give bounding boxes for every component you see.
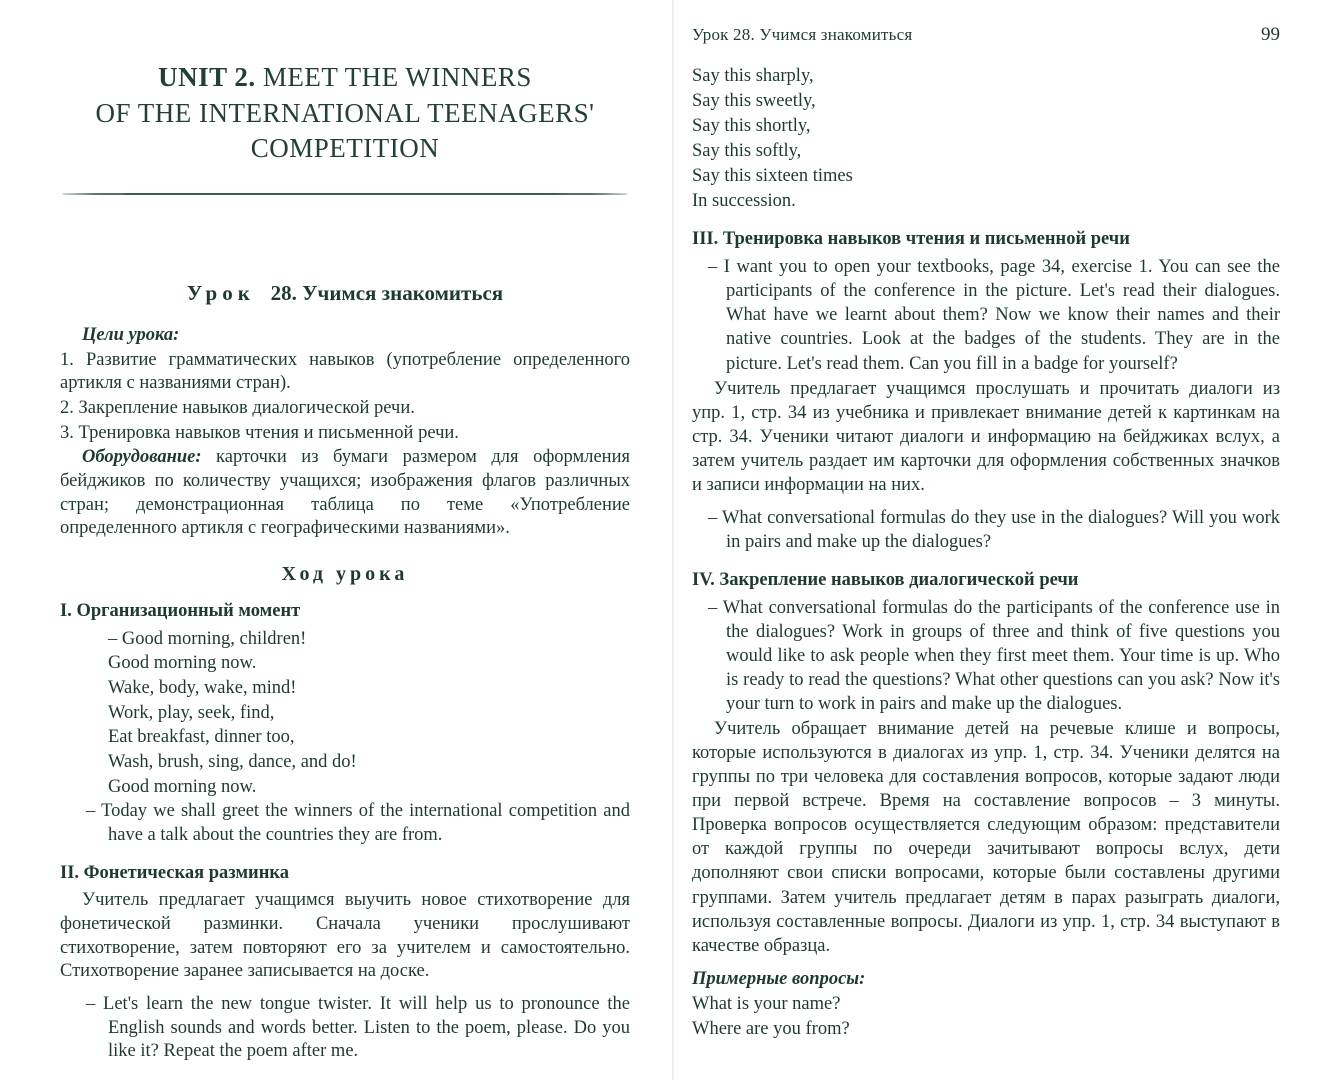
unit-heading-line-2: OF THE INTERNATIONAL TEENAGERS': [95, 97, 595, 128]
running-head: [692, 24, 1280, 46]
goal-item-2: 2. Закрепление навыков диалогической речи.: [60, 397, 415, 418]
sample-question-1: What is your name?: [692, 993, 841, 1014]
course-heading: Ход урока: [281, 562, 409, 585]
section-3-dash-paragraph-2: – What conversational formulas do they use in the dialogues? Will you work in pairs and make up the dialogues?: [708, 507, 1280, 552]
poem-2-line-4: Say this softly,: [692, 141, 802, 162]
poem-1-line-6: Wash, brush, sing, dance, and do!: [108, 751, 357, 772]
lesson-title-word: Урок: [186, 280, 255, 305]
section-heading-1: I. Организационный момент: [60, 600, 301, 621]
poem-2-line-6: In succession.: [692, 191, 796, 212]
section-3-dash-paragraph: – I want you to open your textbooks, page 34, exercise 1. You can see the participants of the conference in the picture. Let's read their dialogues. What have we learnt about them? Now we know their names and their native countries. Look at the badges of the students. They are in the picture. Let's read them. Can you fill in a badge for yourself?: [708, 257, 1280, 374]
unit-heading-line-1-rest: MEET THE WINNERS: [255, 62, 532, 92]
poem-1-line-7: Good morning now.: [108, 776, 257, 797]
goals-label: Цели урока:: [82, 324, 180, 345]
poem-1-line-4: Work, play, seek, find,: [108, 702, 275, 723]
unit-heading-line-1: [60, 60, 630, 96]
right-body: [692, 227, 1280, 1041]
unit-heading-rule: [60, 189, 630, 203]
section-3-russian-paragraph: Учитель предлагает учащимся прослушать и прочитать диалоги из упр. 1, стр. 34 из учебника и привлекает внимание детей к картинкам на стр. 34. Ученики читают диалоги и информацию на бейджиках вслух, а затем учитель раздает им карточки для оформления собственных значков и записи информации на них.: [692, 378, 1280, 495]
lesson-title-rest: 28. Учимся знакомиться: [270, 280, 504, 305]
poem-2: [692, 64, 1280, 213]
goal-item-3: 3. Тренировка навыков чтения и письменной речи.: [60, 422, 459, 443]
section-2-dash-paragraph: – Let's learn the new tongue twister. It will help us to pronounce the English sounds and words better. Listen to the poem, please. Do you like it? Repeat the poem after me.: [86, 994, 630, 1062]
poem-1-line-5: Eat breakfast, dinner too,: [108, 727, 295, 748]
equipment-text: карточки из бумаги размером для оформления бейджиков по количеству учащихся; изображения флагов различных стран; демонстрационная таблица по теме «Употребление определенного артикля с географическими названиями».: [60, 447, 630, 539]
goal-item-1: 1. Развитие грамматических навыков (употребление определенного артикля с названиями стран).: [60, 349, 630, 394]
section-heading-2: II. Фонетическая разминка: [60, 862, 290, 883]
poem-2-line-1: Say this sharply,: [692, 66, 814, 86]
section-2-paragraph: Учитель предлагает учащимся выучить новое стихотворение для фонетической разминки. Сначала ученики прослушивают стихотворение, затем повторяют его за учителем и самостоятельно. Стихотворение заранее записывается на доске.: [60, 890, 630, 982]
unit-heading: [60, 60, 630, 167]
poem-1: [60, 628, 630, 800]
section-4-russian-paragraph: Учитель обращает внимание детей на речевые клише и вопросы, которые используются в диалогах из упр. 1, стр. 34. Ученики делятся на группы по три человека для составления вопросов, которые задают люди при первой встрече. Время на составление вопросов – 3 минуты. Проверка вопросов осуществляется следующим образом: представители от каждой группы по очереди зачитывают вопросы вслух, дети дополняют свои списки вопросами, которые были составлены другими группами. Затем учитель предлагает детям в парах разыграть диалоги, используя составленные вопросы. Диалоги из упр. 1, стр. 34 выступают в качестве образца.: [692, 719, 1280, 956]
sample-questions-label: Примерные вопросы:: [692, 968, 866, 989]
poem-2-line-5: Say this sixteen times: [692, 166, 853, 187]
sample-question-2: Where are you from?: [692, 1018, 850, 1039]
section-4-dash-paragraph: – What conversational formulas do the participants of the conference use in the dialogues? Work in groups of three and think of five questions you would like to ask people when they first meet them. Your time is up. Who is ready to read the questions? What other questions can you ask? Now it's your turn to work in pairs and make up the dialogues.: [708, 597, 1280, 715]
unit-number: UNIT 2.: [158, 62, 256, 92]
equipment-label: Оборудование:: [82, 447, 202, 468]
equipment-paragraph: [60, 446, 630, 541]
after-poem-paragraph: – Today we shall greet the winners of the international competition and have a talk about the countries they are from.: [86, 801, 630, 845]
poem-2-line-3: Say this shortly,: [692, 116, 811, 137]
poem-1-line-2: Good morning now.: [108, 653, 257, 674]
section-heading-3: III. Тренировка навыков чтения и письменной речи: [692, 229, 1130, 250]
unit-heading-line-3: COMPETITION: [250, 133, 440, 164]
running-head-title: Урок 28. Учимся знакомиться: [692, 25, 913, 44]
section-heading-4: IV. Закрепление навыков диалогической речи: [692, 569, 1079, 590]
poem-1-line-1: – Good morning, children!: [108, 628, 307, 649]
poem-1-line-3: Wake, body, wake, mind!: [108, 677, 297, 698]
lesson-title: [60, 281, 630, 306]
right-page: [672, 0, 1340, 1080]
page-number: 99: [1261, 24, 1280, 45]
poem-2-line-2: Say this sweetly,: [692, 91, 816, 112]
